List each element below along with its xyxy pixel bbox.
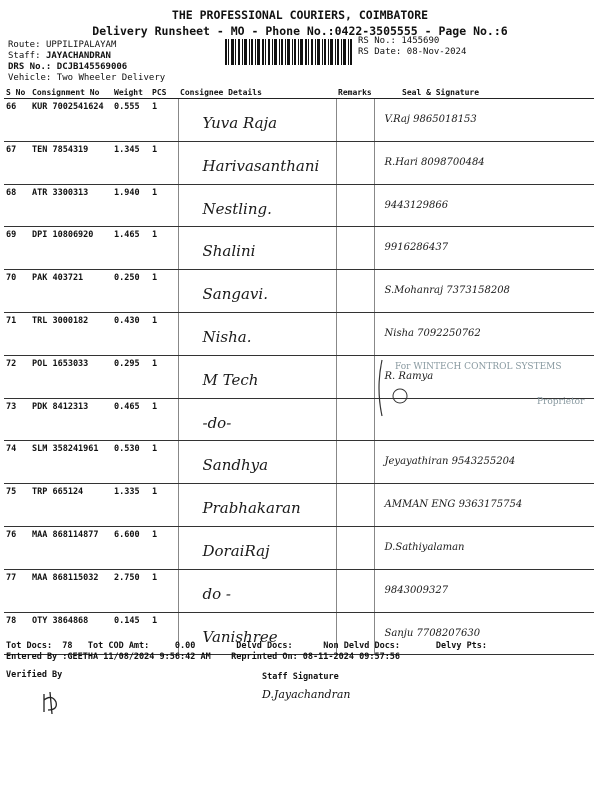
rs-no-value: 1455690 — [401, 36, 440, 46]
row-weight: 1.465 — [112, 227, 150, 270]
row-signature-cell — [374, 270, 594, 313]
table-row — [4, 141, 594, 184]
table-row — [4, 569, 594, 612]
row-sno: 77 — [4, 569, 30, 612]
stamp-company: For WINTECH CONTROL SYSTEMS — [395, 362, 562, 372]
row-remarks — [336, 355, 374, 398]
rs-date-line: RS Date: 08-Nov-2024 — [358, 47, 467, 57]
row-sno: 69 — [4, 227, 30, 270]
totals-line: Tot Docs: 78 Tot COD Amt: 0.00 Delvd Docs: Non Delvd Docs: Delvy Pts: — [6, 641, 488, 651]
row-consignment-no: ATR 3300313 — [30, 184, 112, 227]
row-signature: Jeyayathiran 9543255204 — [384, 456, 516, 468]
row-consignee: Sangavi. — [202, 285, 268, 304]
table-row — [4, 441, 594, 484]
row-consignee-cell — [178, 398, 336, 441]
row-consignee: M Tech — [202, 370, 259, 389]
row-consignee-cell — [178, 569, 336, 612]
row-consignment-no: POL 1653033 — [30, 355, 112, 398]
table-row — [4, 312, 594, 355]
row-signature: S.Mohanraj 7373158208 — [384, 285, 510, 297]
row-remarks — [336, 141, 374, 184]
stamp-role: Proprietor — [537, 397, 585, 407]
row-consignee-cell — [178, 99, 336, 142]
row-weight: 0.430 — [112, 312, 150, 355]
row-consignment-no: SLM 358241961 — [30, 441, 112, 484]
row-weight: 2.750 — [112, 569, 150, 612]
col-header-signature: Seal & Signature — [374, 86, 594, 99]
row-consignee: Vanishree — [202, 627, 278, 646]
row-sno: 71 — [4, 312, 30, 355]
table-row — [4, 99, 594, 142]
row-consignment-no: PAK 403721 — [30, 270, 112, 313]
table-header-row — [4, 86, 594, 99]
row-remarks — [336, 270, 374, 313]
row-signature-cell — [374, 484, 594, 527]
row-signature-cell — [374, 569, 594, 612]
row-weight: 0.530 — [112, 441, 150, 484]
row-signature: 9916286437 — [384, 242, 449, 254]
row-consignment-no: TEN 7854319 — [30, 141, 112, 184]
row-consignee-cell — [178, 484, 336, 527]
row-consignment-no: KUR 7002541624 — [30, 99, 112, 142]
row-sno: 72 — [4, 355, 30, 398]
vehicle-value: Two Wheeler Delivery — [56, 73, 166, 83]
row-weight: 0.145 — [112, 612, 150, 655]
row-pcs: 1 — [150, 484, 178, 527]
row-pcs: 1 — [150, 184, 178, 227]
col-header-pcs: PCS — [150, 86, 178, 99]
col-header-weight: Weight — [112, 86, 150, 99]
row-signature: AMMAN ENG 9363175754 — [384, 499, 523, 511]
row-pcs: 1 — [150, 441, 178, 484]
col-header-sno: S No — [4, 86, 30, 99]
row-consignee: Prabhakaran — [202, 499, 301, 518]
table-row — [4, 227, 594, 270]
verified-by-label: Verified By — [6, 670, 63, 680]
row-sno: 75 — [4, 484, 30, 527]
rs-no-line: RS No.: 1455690 — [358, 36, 440, 46]
row-pcs: 1 — [150, 526, 178, 569]
table-row — [4, 484, 594, 527]
row-signature-cell — [374, 141, 594, 184]
row-sno: 76 — [4, 526, 30, 569]
row-weight: 0.465 — [112, 398, 150, 441]
barcode-icon — [225, 39, 353, 65]
row-consignee: DoraiRaj — [202, 541, 270, 560]
staff-value: JAYACHANDRAN — [45, 51, 111, 61]
row-sno: 68 — [4, 184, 30, 227]
col-header-remarks: Remarks — [336, 86, 374, 99]
row-consignment-no: OTY 3864868 — [30, 612, 112, 655]
row-signature: 9843009327 — [384, 584, 449, 596]
table-row — [4, 270, 594, 313]
row-remarks — [336, 312, 374, 355]
row-consignee-cell — [178, 526, 336, 569]
row-signature: R.Hari 8098700484 — [384, 156, 485, 168]
row-pcs: 1 — [150, 612, 178, 655]
company-title: THE PROFESSIONAL COURIERS, COIMBATORE — [171, 8, 429, 22]
row-weight: 0.555 — [112, 99, 150, 142]
row-remarks — [336, 569, 374, 612]
row-sno: 66 — [4, 99, 30, 142]
row-weight: 6.600 — [112, 526, 150, 569]
row-weight: 0.250 — [112, 270, 150, 313]
row-remarks — [336, 227, 374, 270]
drs-line: DRS No.: DCJB145569006 — [8, 62, 128, 72]
drs-value: DCJB145569006 — [56, 62, 128, 72]
row-consignment-no: PDK 8412313 — [30, 398, 112, 441]
row-remarks — [336, 526, 374, 569]
row-sno: 70 — [4, 270, 30, 313]
row-weight: 1.940 — [112, 184, 150, 227]
col-header-consignment: Consignment No — [30, 86, 112, 99]
row-consignee: Harivasanthani — [202, 156, 320, 175]
row-weight: 1.335 — [112, 484, 150, 527]
row-signature-cell — [374, 99, 594, 142]
row-weight: 1.345 — [112, 141, 150, 184]
row-signature-cell — [374, 441, 594, 484]
row-pcs: 1 — [150, 141, 178, 184]
row-pcs: 1 — [150, 99, 178, 142]
row-consignee-cell — [178, 141, 336, 184]
row-signature: Nisha 7092250762 — [384, 327, 481, 339]
row-pcs: 1 — [150, 227, 178, 270]
row-remarks — [336, 99, 374, 142]
table-row — [4, 526, 594, 569]
table-row — [4, 184, 594, 227]
row-signature-cell — [374, 312, 594, 355]
row-signature: 9443129866 — [384, 199, 449, 211]
runsheet-subtitle: Delivery Runsheet - MO - Phone No.:0422-3505555 - Page No.:6 — [92, 24, 508, 38]
row-pcs: 1 — [150, 270, 178, 313]
row-pcs: 1 — [150, 569, 178, 612]
row-pcs: 1 — [150, 312, 178, 355]
row-consignee-cell — [178, 312, 336, 355]
verifier-initials-icon — [38, 690, 64, 716]
row-pcs: 1 — [150, 355, 178, 398]
row-signature-cell — [374, 526, 594, 569]
row-remarks — [336, 484, 374, 527]
row-consignee-cell — [178, 441, 336, 484]
row-signature: D.Sathiyalaman — [384, 541, 465, 553]
row-consignee-cell — [178, 270, 336, 313]
row-consignee: Nestling. — [202, 199, 272, 218]
row-signature: V.Raj 9865018153 — [384, 114, 477, 125]
row-consignee: -do- — [202, 413, 232, 432]
row-consignment-no: TRP 665124 — [30, 484, 112, 527]
row-sno: 78 — [4, 612, 30, 655]
row-sno: 67 — [4, 141, 30, 184]
rs-date-value: 08-Nov-2024 — [406, 47, 467, 57]
staff-signature-handwriting: D.Jayachandran — [262, 688, 351, 701]
vehicle-line: Vehicle: Two Wheeler Delivery — [8, 73, 166, 83]
row-weight: 0.295 — [112, 355, 150, 398]
row-signature-cell — [374, 227, 594, 270]
row-consignee-cell — [178, 184, 336, 227]
row-remarks — [336, 441, 374, 484]
entered-by-line: Entered By :GEETHA 11/08/2024 9:56:42 AM Reprinted On: 08-11-2024 09:57:56 — [6, 652, 401, 662]
row-consignee-cell — [178, 227, 336, 270]
row-consignment-no: DPI 10806920 — [30, 227, 112, 270]
row-sno: 73 — [4, 398, 30, 441]
row-signature-cell — [374, 184, 594, 227]
row-consignment-no: MAA 868114877 — [30, 526, 112, 569]
row-signature: Sanju 7708207630 — [384, 627, 481, 639]
staff-signature-label: Staff Signature — [262, 672, 339, 682]
route-value: UPPILIPALAYAM — [45, 40, 117, 50]
row-consignee: Sandhya — [202, 456, 269, 475]
row-consignee: Shalini — [202, 242, 256, 261]
row-remarks — [336, 184, 374, 227]
row-sno: 74 — [4, 441, 30, 484]
row-consignee: Yuva Raja — [202, 114, 278, 132]
row-consignment-no: TRL 3000182 — [30, 312, 112, 355]
row-signature: R. Ramya — [384, 370, 434, 382]
row-consignee: Nisha. — [202, 327, 252, 346]
row-remarks — [336, 398, 374, 441]
row-consignment-no: MAA 868115032 — [30, 569, 112, 612]
row-consignee-cell — [178, 355, 336, 398]
route-line: Route: UPPILIPALAYAM — [8, 40, 117, 50]
col-header-consignee: Consignee Details — [178, 86, 336, 99]
row-consignee: do - — [202, 584, 231, 603]
row-pcs: 1 — [150, 398, 178, 441]
staff-line: Staff: JAYACHANDRAN — [8, 51, 111, 61]
